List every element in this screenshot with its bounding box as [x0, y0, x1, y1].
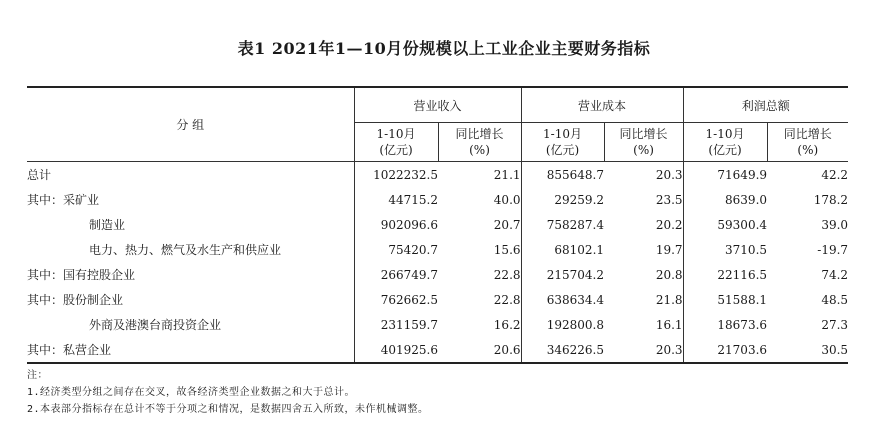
cell-value: 22.8	[438, 262, 521, 287]
cell-value: 3710.5	[725, 242, 768, 257]
cell-value: 21.1	[438, 162, 521, 188]
table-row	[27, 162, 848, 188]
cell-value: 20.8	[604, 262, 683, 287]
subheader-revenue-growth: 同比增长 (%)	[438, 123, 521, 162]
row-label: 其中：国有控股企业	[27, 262, 354, 287]
row-label: 其中：采矿业	[27, 187, 354, 212]
subheader-revenue-amount: 1-10月 (亿元)	[354, 123, 438, 162]
cell-value: 192800.8	[546, 317, 605, 332]
cell-value: 178.2	[813, 192, 849, 207]
cell-value: 18673.6	[717, 317, 768, 332]
table-row	[27, 187, 848, 212]
cell-value: 40.0	[438, 187, 521, 212]
cell-value: 20.7	[438, 212, 521, 237]
row-label: 制造业	[27, 212, 354, 237]
cell-value: 8639.0	[725, 192, 768, 207]
footnotes	[27, 367, 429, 418]
cell-value: 42.2	[821, 167, 849, 182]
cell-value: 20.6	[438, 337, 521, 363]
cell-value: 16.1	[604, 312, 683, 337]
cell-value: 762662.5	[380, 292, 438, 307]
row-label: 其中：私营企业	[27, 337, 354, 363]
notes-heading: 注：	[27, 370, 48, 381]
subheader-cost-growth: 同比增长 (%)	[604, 123, 683, 162]
cell-value: 39.0	[821, 217, 849, 232]
metric-header-profit: 利润总额	[683, 87, 848, 123]
cell-value: 22116.5	[717, 267, 768, 282]
cell-value: 266749.7	[380, 267, 438, 282]
cell-value: -19.7	[817, 242, 849, 257]
cell-value: 51588.1	[717, 292, 768, 307]
cell-value: 44715.2	[388, 192, 438, 207]
note-line-1: 1.经济类型分组之间存在交叉，故各经济类型企业数据之和大于总计。	[27, 387, 356, 398]
cell-value: 75420.7	[388, 242, 438, 257]
cell-value: 855648.7	[546, 167, 605, 182]
cell-value: 23.5	[604, 187, 683, 212]
financial-indicators-table	[27, 86, 848, 364]
cell-value: 401925.6	[354, 337, 438, 363]
table-row	[27, 212, 848, 237]
cell-value: 20.3	[604, 337, 683, 363]
cell-value: 638634.4	[546, 292, 605, 307]
table-row	[27, 262, 848, 287]
cell-value: 48.5	[821, 292, 849, 307]
table-row	[27, 287, 848, 312]
row-label: 总计	[27, 162, 354, 188]
table-body	[27, 162, 848, 364]
cell-value: 231159.7	[380, 317, 438, 332]
table-title: 表1 2021年1—10月份规模以上工业企业主要财务指标	[237, 39, 651, 58]
cell-value: 346226.5	[521, 337, 604, 363]
note-line-2: 2.本表部分指标存在总计不等于分项之和情况，是数据四舍五入所致，未作机械调整。	[27, 404, 429, 415]
cell-value: 71649.9	[717, 167, 768, 182]
cell-value: 20.2	[604, 212, 683, 237]
cell-value: 902096.6	[380, 217, 438, 232]
table-row	[27, 237, 848, 262]
cell-value: 758287.4	[546, 217, 605, 232]
row-label: 其中：股份制企业	[27, 287, 354, 312]
cell-value: 68102.1	[554, 242, 605, 257]
cell-value: 30.5	[767, 337, 848, 363]
cell-value: 20.3	[604, 162, 683, 188]
group-header: 分 组	[27, 87, 354, 162]
cell-value: 21703.6	[683, 337, 767, 363]
cell-value: 59300.4	[717, 217, 768, 232]
table-row	[27, 312, 848, 337]
cell-value: 15.6	[438, 237, 521, 262]
table-row	[27, 337, 848, 363]
cell-value: 16.2	[438, 312, 521, 337]
subheader-cost-amount: 1-10月 (亿元)	[521, 123, 604, 162]
subheader-profit-amount: 1-10月 (亿元)	[683, 123, 767, 162]
row-label: 外商及港澳台商投资企业	[27, 312, 354, 337]
cell-value: 1022232.5	[373, 167, 438, 182]
metric-header-revenue: 营业收入	[354, 87, 521, 123]
header-row-metrics	[27, 87, 848, 123]
metric-header-cost: 营业成本	[521, 87, 683, 123]
cell-value: 74.2	[821, 267, 849, 282]
cell-value: 19.7	[604, 237, 683, 262]
subheader-profit-growth: 同比增长 (%)	[767, 123, 848, 162]
row-label: 电力、热力、燃气及水生产和供应业	[27, 237, 354, 262]
cell-value: 215704.2	[546, 267, 605, 282]
cell-value: 29259.2	[554, 192, 605, 207]
cell-value: 22.8	[438, 287, 521, 312]
cell-value: 21.8	[604, 287, 683, 312]
cell-value: 27.3	[821, 317, 849, 332]
